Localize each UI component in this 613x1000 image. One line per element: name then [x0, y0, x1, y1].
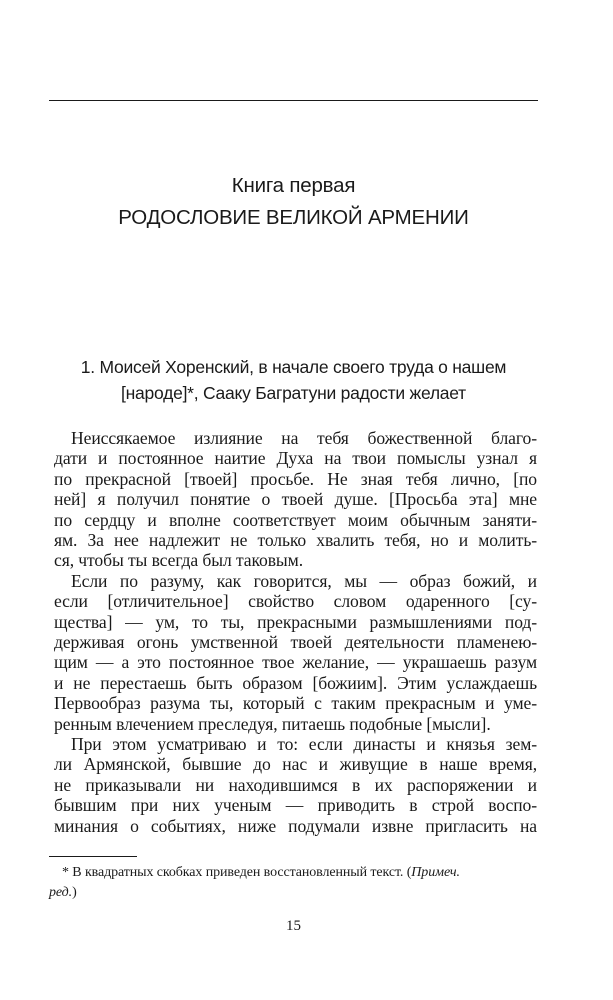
footnote-line-2	[49, 883, 77, 903]
body-text-line: Неиссякаемое излияние на тебя божественной благо-	[71, 428, 537, 448]
body-text-line: Первообраз разума ты, который с таким прекрасным и уме-	[54, 693, 537, 714]
chapter-heading-line-2: [народе]*, Сааку Багратуни радости желает	[121, 383, 466, 403]
body-text-line: щим — а это постоянное твое желание, — украшаешь разум	[54, 652, 537, 673]
body-text-line: держивая огонь умственной твоей деятельности пламенею-	[54, 632, 537, 652]
body-text-line: ли Армянской, бывшие до нас и живущие в наше время,	[54, 754, 537, 775]
body-text-line: если [отличительное] свойство словом одаренного [су-	[54, 591, 537, 612]
page-number: 15	[286, 918, 301, 934]
body-text-line: минания о событиях, ниже подумали извне пригласить на	[54, 815, 537, 836]
footnote-text: )	[72, 885, 77, 900]
book-title-heading: РОДОСЛОВИЕ ВЕЛИКОЙ АРМЕНИИ	[118, 206, 469, 229]
footnote-text: * В квадратных скобках приведен восстановленный текст. (	[62, 865, 412, 880]
body-text-line: ней] я получил понятие о твоей душе. [Просьба эта] мне	[54, 489, 537, 510]
book-number-heading: Книга первая	[231, 174, 356, 197]
body-text-line: по сердцу и вполне соответствует моим обычным заняти-	[54, 509, 537, 530]
footnote-rule	[49, 856, 137, 857]
body-text-line: ся, чтобы ты всегда был таковым.	[54, 550, 303, 571]
footnote-line-1	[62, 863, 460, 883]
footnote-italic-note: Примеч.	[411, 865, 460, 880]
body-text-line: и не перестаешь быть образом [божиим]. Этим услаждаешь	[54, 672, 537, 693]
body-text-line: бывшим при них ученым — приводить в строй воспо-	[54, 795, 537, 816]
body-text-line: Если по разуму, как говорится, мы — образ божий, и	[71, 570, 537, 591]
body-text-line: щества] — ум, то ты, прекрасными размышлениями под-	[54, 611, 537, 632]
body-text-line: не приказывали ни находившимся в их распоряжении и	[54, 774, 537, 795]
body-text-line: по прекрасной [твоей] просьбе. Не зная тебя лично, [по	[54, 468, 537, 489]
chapter-heading-line-1: 1. Моисей Хоренский, в начале своего труда о нашем	[80, 357, 507, 377]
footnote-italic-note: ред.	[49, 885, 73, 900]
header-rule	[49, 100, 538, 101]
body-text-line: ренным влечением преследуя, питаешь подобные [мысли].	[54, 713, 491, 734]
body-text-line: ям. За нее надлежит не только хвалить тебя, но и молить-	[54, 530, 537, 550]
body-text-line: дати и постоянное наитие Духа на твои помыслы узнал я	[54, 448, 537, 469]
body-text-line: При этом усматриваю и то: если династы и князья зем-	[71, 734, 537, 754]
